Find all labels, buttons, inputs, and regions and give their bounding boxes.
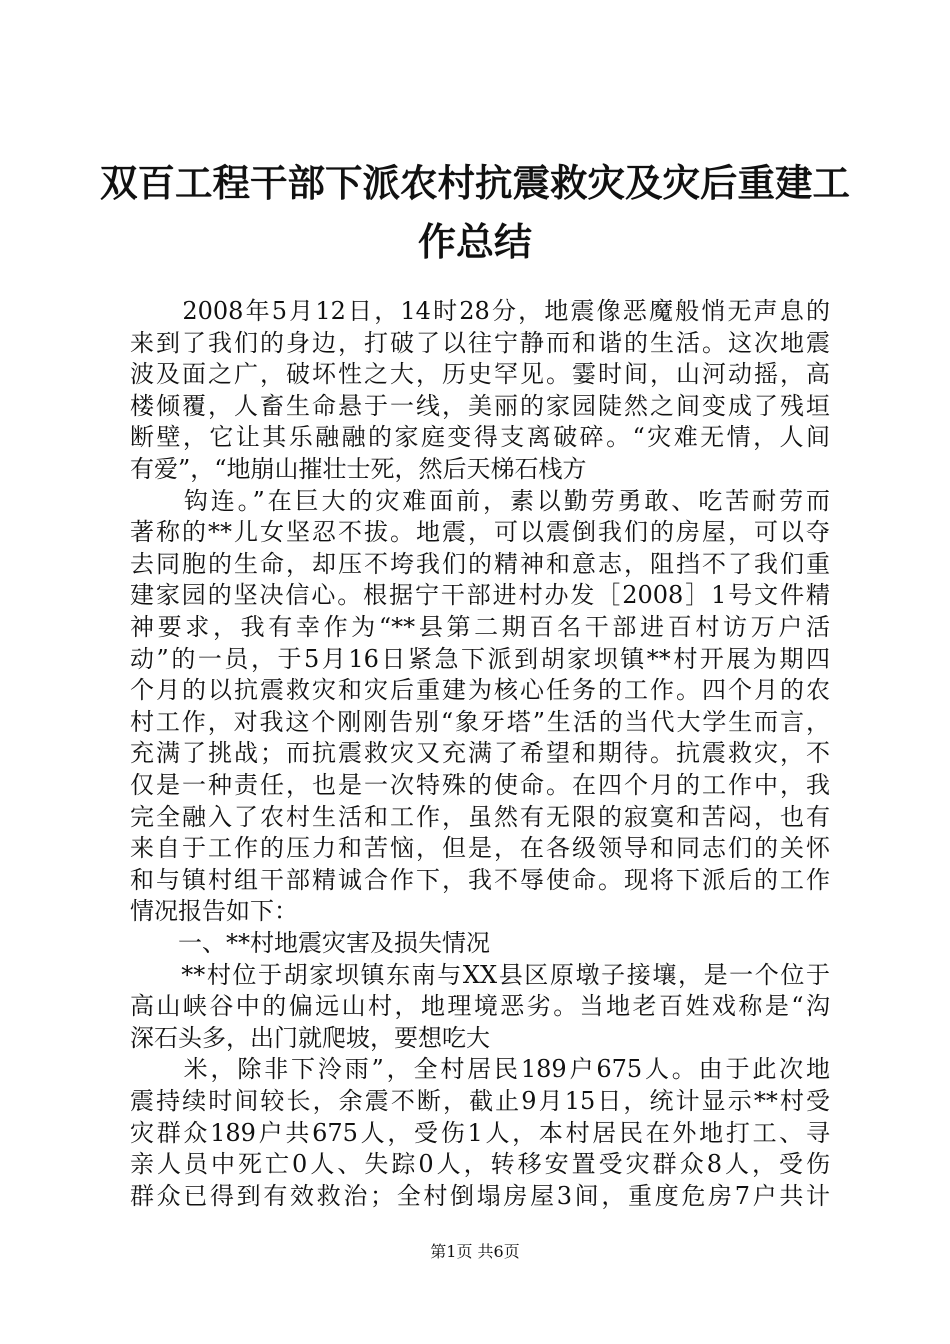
body-text-line: 个月的以抗震救灾和灾后重建为核心任务的工作。四个月的农 bbox=[130, 676, 830, 705]
body-text-line: 情况报告如下： bbox=[130, 897, 298, 926]
body-text-line: 仅是一种责任，也是一次特殊的使命。在四个月的工作中，我 bbox=[130, 771, 830, 799]
body-text-line: 深石头多，出门就爬坡，要想吃大 bbox=[130, 1023, 490, 1052]
body-text-line: 断壁，它让其乐融融的家庭变得支离破碎。“灾难无情，人间 bbox=[130, 423, 830, 452]
body-text-line: 钩连。”在巨大的灾难面前，素以勤劳勇敢、吃苦耐劳而 bbox=[130, 486, 830, 515]
body-text-line: 灾群众189户共675人，受伤1人，本村居民在外地打工、寻 bbox=[130, 1118, 830, 1147]
body-text-line: 一、**村地震灾害及损失情况 bbox=[130, 929, 490, 957]
page-footer: 第1页 共6页 bbox=[430, 1242, 520, 1261]
document-title-line-2: 作总结 bbox=[417, 219, 532, 264]
body-text-line: 高山峡谷中的偏远山村，地理境恶劣。当地老百姓戏称是“沟 bbox=[130, 992, 830, 1021]
document-title-line-1: 双百工程干部下派农村抗震救灾及灾后重建工 bbox=[100, 161, 850, 205]
body-text-line: 群众已得到有效救治；全村倒塌房屋3间，重度危房7户共计 bbox=[130, 1181, 830, 1210]
body-text-line: 著称的**儿女坚忍不拔。地震，可以震倒我们的房屋，可以夺 bbox=[130, 518, 830, 547]
body-text-line: 波及面之广，破坏性之大，历史罕见。霎时间，山河动摇，高 bbox=[130, 360, 830, 389]
body-text-line: 亲人员中死亡0人、失踪0人，转移安置受灾群众8人，受伤 bbox=[130, 1150, 830, 1179]
body-text-line: 震持续时间较长，余震不断，截止9月15日，统计显示**村受 bbox=[130, 1087, 830, 1115]
body-text-line: **村位于胡家坝镇东南与XX县区原墩子接壤，是一个位于 bbox=[130, 960, 830, 989]
body-text-line: 2008年5月12日，14时28分，地震像恶魔般悄无声息的 bbox=[130, 297, 830, 325]
body-text-line: 来自于工作的压力和苦恼，但是，在各级领导和同志们的关怀 bbox=[130, 834, 830, 863]
body-text-line: 动”的一员，于5月16日紧急下派到胡家坝镇**村开展为期四 bbox=[130, 644, 830, 673]
body-text-line: 建家园的坚决信心。根据宁干部进村办发［2008］1号文件精 bbox=[130, 581, 830, 610]
body-text-line: 米，除非下泠雨”，全村居民189户675人。由于此次地 bbox=[130, 1055, 830, 1084]
body-text-line: 充满了挑战；而抗震救灾又充满了希望和期待。抗震救灾，不 bbox=[130, 739, 830, 768]
body-text-line: 来到了我们的身边，打破了以往宁静而和谐的生活。这次地震 bbox=[130, 328, 830, 357]
body-text-line: 神要求，我有幸作为“**县第二期百名干部进百村访万户活 bbox=[130, 613, 830, 641]
body-text-line: 去同胞的生命，却压不垮我们的精神和意志，阻挡不了我们重 bbox=[130, 549, 830, 578]
body-text-line: 和与镇村组干部精诚合作下，我不辱使命。现将下派后的工作 bbox=[130, 865, 830, 894]
body-text-line: 村工作，对我这个刚刚告别“象牙塔”生活的当代大学生而言， bbox=[130, 707, 830, 736]
body-text-line: 完全融入了农村生活和工作，虽然有无限的寂寞和苦闷，也有 bbox=[130, 802, 830, 831]
body-text-line: 有爱”，“地崩山摧壮士死，然后天梯石栈方 bbox=[130, 455, 587, 483]
body-text-line: 楼倾覆，人畜生命悬于一线，美丽的家园陡然之间变成了残垣 bbox=[130, 391, 830, 420]
